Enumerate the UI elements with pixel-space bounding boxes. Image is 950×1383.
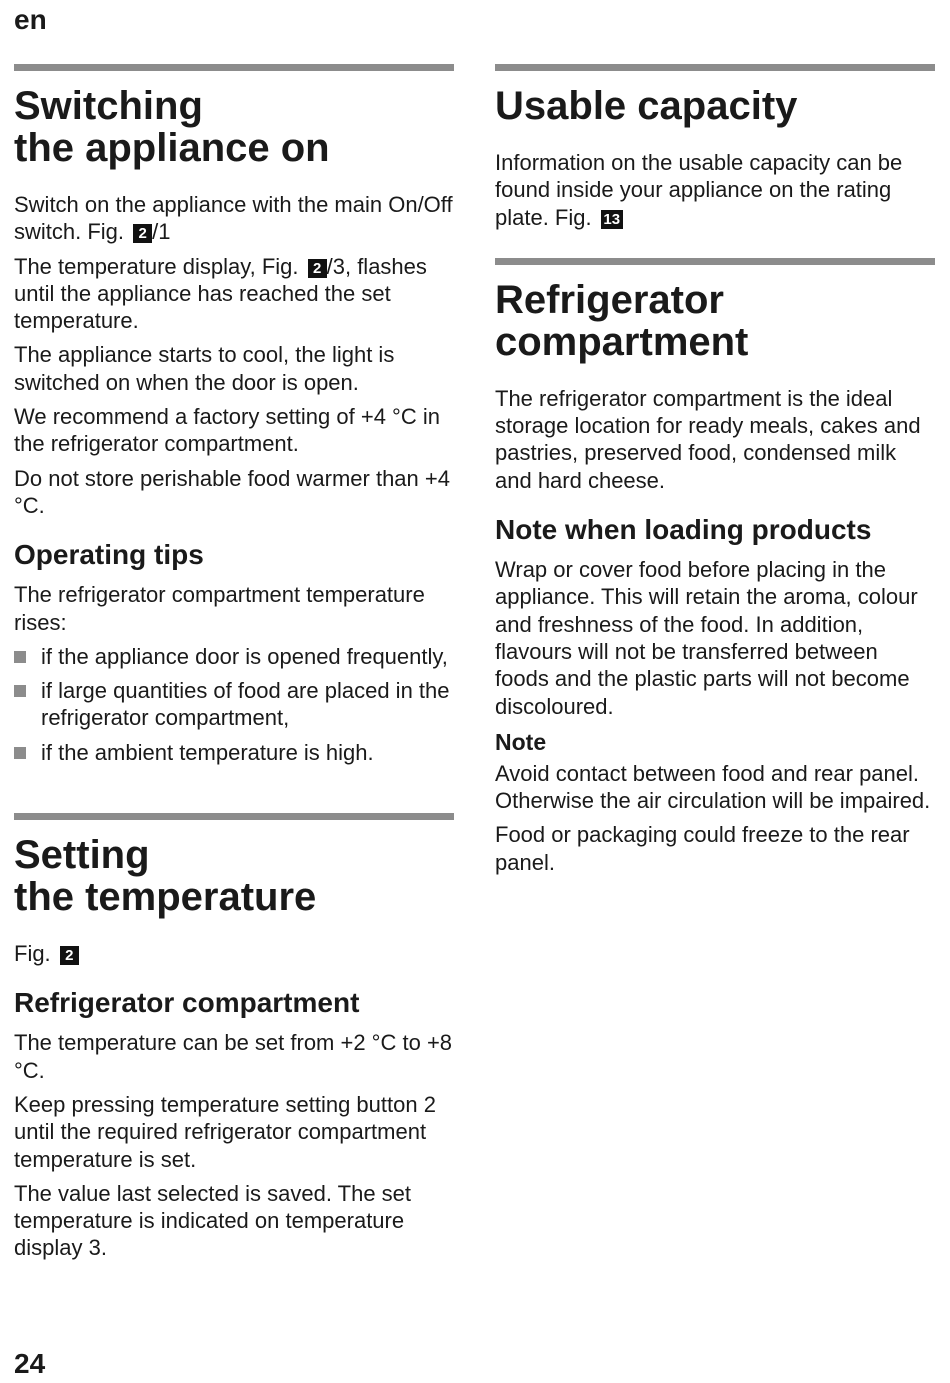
note-heading: Note bbox=[495, 728, 547, 755]
switching-on-title: Switching the appliance on bbox=[14, 84, 330, 170]
setting-paragraph-2: Keep pressing temperature setting button 2 until the required refrigerator compartment temperature is set. bbox=[14, 1091, 436, 1172]
setting-temperature-title: Setting the temperature bbox=[14, 833, 317, 920]
figure-ref-badge: 2 bbox=[60, 946, 79, 965]
figure-ref-badge: 2 bbox=[133, 224, 152, 243]
switching-paragraph-2: The temperature display, Fig. 2 /3, flashes until the appliance has reached the set temperature. bbox=[14, 253, 427, 334]
bullet-square-icon bbox=[14, 685, 26, 697]
operating-tips-heading: Operating tips bbox=[14, 539, 204, 571]
section-rule bbox=[495, 258, 935, 265]
bullet-square-icon bbox=[14, 651, 26, 663]
section-rule bbox=[495, 64, 935, 71]
right-column bbox=[495, 64, 935, 883]
switching-paragraph-1: Switch on the appliance with the main On/Off switch. Fig. 2 /1 bbox=[14, 192, 453, 245]
fridge-paragraph-2: Wrap or cover food before placing in the appliance. This will retain the aroma, colour and freshness of the food. In addition, flavours will not be transferred between foods and the plastic parts will not become discoloured. bbox=[495, 557, 918, 719]
bullet-square-icon bbox=[14, 747, 26, 759]
loading-products-heading: Note when loading products bbox=[495, 514, 872, 546]
left-column bbox=[14, 64, 454, 1269]
setting-paragraph-1: The temperature can be set from +2 °C to +8 °C. bbox=[14, 1030, 453, 1083]
page-number: 24 bbox=[14, 1348, 46, 1379]
list-item: if the appliance door is opened frequently, bbox=[14, 643, 454, 670]
section-rule bbox=[14, 64, 454, 71]
fridge-paragraph-1: The refrigerator compartment is the ideal storage location for ready meals, cakes and pastries, preserved food, condensed milk and hard cheese. bbox=[495, 385, 921, 493]
list-item: if the ambient temperature is high. bbox=[14, 739, 454, 766]
usable-capacity-title: Usable capacity bbox=[495, 84, 798, 128]
operating-tips-intro: The refrigerator compartment temperature rises: bbox=[14, 582, 425, 635]
figure-ref-badge: 13 bbox=[601, 210, 623, 229]
operating-tips-list bbox=[14, 643, 454, 766]
switching-paragraph-4: We recommend a factory setting of +4 °C in the refrigerator compartment. bbox=[14, 404, 440, 457]
language-code: en bbox=[14, 4, 47, 35]
refrigerator-compartment-title: Refrigerator compartment bbox=[495, 277, 749, 364]
setting-paragraph-3: The value last selected is saved. The set temperature is indicated on temperature display 3. bbox=[14, 1180, 412, 1261]
figure-ref-badge: 2 bbox=[308, 259, 327, 278]
note-paragraph-1: Avoid contact between food and rear panel. Otherwise the air circulation will be impaired. bbox=[495, 760, 931, 814]
capacity-paragraph: Information on the usable capacity can be found inside your appliance on the rating plate. Fig. 13 bbox=[495, 150, 903, 230]
section-rule bbox=[14, 813, 454, 820]
list-item: if large quantities of food are placed in the refrigerator compartment, bbox=[14, 677, 454, 732]
refrigerator-compartment-subheading: Refrigerator compartment bbox=[14, 987, 360, 1019]
switching-paragraph-3: The appliance starts to cool, the light is switched on when the door is open. bbox=[14, 342, 395, 395]
switching-paragraph-5: Do not store perishable food warmer than +4 °C. bbox=[14, 465, 450, 518]
note-paragraph-2: Food or packaging could freeze to the rear panel. bbox=[495, 822, 910, 875]
setting-figure-ref: Fig. 2 bbox=[14, 940, 454, 967]
